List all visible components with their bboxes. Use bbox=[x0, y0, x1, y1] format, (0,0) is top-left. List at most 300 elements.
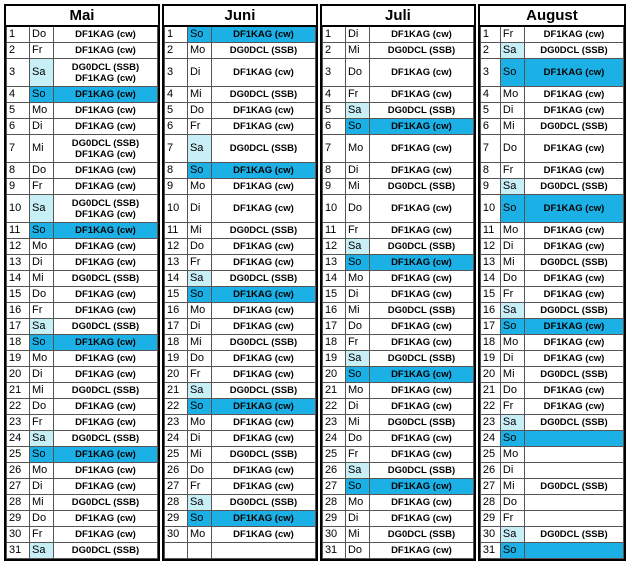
day-number: 21 bbox=[164, 383, 187, 399]
day-number: 18 bbox=[164, 335, 187, 351]
operator-cell bbox=[369, 195, 473, 223]
day-row bbox=[480, 26, 623, 43]
day-number: 11 bbox=[322, 223, 345, 239]
operator-callsign: DG0DCL (SSB) bbox=[229, 449, 298, 460]
weekday: Sa bbox=[345, 239, 369, 255]
operator-cell bbox=[524, 495, 623, 511]
operator-callsign: DF1KAG (cw) bbox=[543, 353, 605, 364]
day-row bbox=[164, 495, 315, 511]
weekday: So bbox=[187, 511, 211, 527]
operator-callsign: DF1KAG (cw) bbox=[543, 89, 605, 100]
operator-cell bbox=[54, 287, 158, 303]
operator-callsign: DF1KAG (cw) bbox=[233, 241, 294, 252]
day-row bbox=[322, 463, 473, 479]
day-number: 3 bbox=[322, 59, 345, 87]
operator-cell bbox=[369, 271, 473, 287]
day-row bbox=[322, 511, 473, 527]
operator-cell bbox=[369, 87, 473, 103]
operator-cell bbox=[211, 495, 315, 511]
operator-callsign: DF1KAG (cw) bbox=[75, 369, 136, 380]
operator-callsign: DF1KAG (cw) bbox=[75, 481, 136, 492]
day-number: 14 bbox=[322, 271, 345, 287]
day-row bbox=[322, 447, 473, 463]
day-row bbox=[7, 87, 158, 103]
day-number: 23 bbox=[7, 415, 30, 431]
operator-cell bbox=[211, 239, 315, 255]
operator-callsign: DF1KAG (cw) bbox=[233, 353, 294, 364]
day-number: 17 bbox=[7, 319, 30, 335]
operator-cell bbox=[211, 383, 315, 399]
day-row bbox=[7, 223, 158, 239]
operator-callsign: DF1KAG (cw) bbox=[543, 241, 605, 252]
operator-cell bbox=[524, 463, 623, 479]
operator-cell bbox=[524, 319, 623, 335]
weekday: Di bbox=[345, 287, 369, 303]
day-row bbox=[164, 463, 315, 479]
operator-callsign: DG0DCL (SSB) bbox=[71, 273, 140, 284]
operator-callsign: DF1KAG (cw) bbox=[391, 121, 452, 132]
operator-callsign: DF1KAG (cw) bbox=[233, 465, 294, 476]
day-row bbox=[7, 367, 158, 383]
day-row bbox=[322, 303, 473, 319]
operator-cell bbox=[211, 135, 315, 163]
weekday: Fr bbox=[345, 447, 369, 463]
weekday: Sa bbox=[30, 195, 54, 223]
day-number: 3 bbox=[164, 59, 187, 87]
weekday: So bbox=[187, 26, 211, 43]
day-number: 9 bbox=[480, 179, 500, 195]
day-row bbox=[7, 271, 158, 287]
day-number: 4 bbox=[480, 87, 500, 103]
operator-cell bbox=[211, 463, 315, 479]
operator-callsign: DF1KAG (cw) bbox=[75, 29, 136, 40]
operator-cell bbox=[54, 135, 158, 163]
day-row bbox=[164, 399, 315, 415]
weekday: Mi bbox=[30, 383, 54, 399]
day-row bbox=[7, 399, 158, 415]
day-row bbox=[7, 415, 158, 431]
weekday: Mi bbox=[345, 303, 369, 319]
day-number: 1 bbox=[322, 26, 345, 43]
operator-callsign: DF1KAG (cw) bbox=[233, 121, 294, 132]
day-row bbox=[164, 163, 315, 179]
weekday: Fr bbox=[500, 399, 524, 415]
day-row bbox=[164, 351, 315, 367]
operator-cell bbox=[369, 103, 473, 119]
day-number: 27 bbox=[480, 479, 500, 495]
day-row bbox=[480, 255, 623, 271]
operator-cell bbox=[524, 527, 623, 543]
weekday: So bbox=[187, 163, 211, 179]
operator-cell bbox=[54, 271, 158, 287]
operator-cell bbox=[524, 43, 623, 59]
day-row bbox=[322, 119, 473, 135]
operator-cell bbox=[211, 399, 315, 415]
operator-callsign: DG0DCL (SSB) bbox=[540, 417, 608, 428]
day-row bbox=[7, 26, 158, 43]
day-number: 26 bbox=[164, 463, 187, 479]
weekday: Fr bbox=[30, 179, 54, 195]
day-number: 9 bbox=[7, 179, 30, 195]
day-number: 18 bbox=[7, 335, 30, 351]
operator-cell bbox=[54, 335, 158, 351]
operator-callsign: DG0DCL (SSB) bbox=[387, 305, 456, 316]
operator-cell bbox=[54, 447, 158, 463]
weekday: Fr bbox=[30, 303, 54, 319]
day-row bbox=[164, 479, 315, 495]
day-row bbox=[480, 303, 623, 319]
operator-callsign: DG0DCL (SSB) bbox=[540, 305, 608, 316]
day-number: 15 bbox=[7, 287, 30, 303]
operator-cell bbox=[524, 135, 623, 163]
operator-callsign: DG0DCL (SSB) bbox=[387, 529, 456, 540]
weekday: So bbox=[500, 543, 524, 559]
operator-cell bbox=[369, 511, 473, 527]
operator-cell bbox=[369, 303, 473, 319]
day-row bbox=[7, 59, 158, 87]
day-row bbox=[7, 287, 158, 303]
day-row bbox=[164, 319, 315, 335]
day-number: 22 bbox=[322, 399, 345, 415]
day-number: 22 bbox=[7, 399, 30, 415]
weekday: Do bbox=[30, 511, 54, 527]
operator-callsign: DF1KAG (cw) bbox=[75, 148, 136, 160]
operator-cell bbox=[524, 479, 623, 495]
day-row bbox=[322, 351, 473, 367]
weekday: Mo bbox=[30, 239, 54, 255]
operator-callsign: DF1KAG (cw) bbox=[391, 369, 452, 380]
weekday: Mo bbox=[345, 135, 369, 163]
day-number: 7 bbox=[7, 135, 30, 163]
day-number: 5 bbox=[480, 103, 500, 119]
operator-callsign: DF1KAG (cw) bbox=[233, 29, 294, 40]
operator-cell bbox=[211, 223, 315, 239]
day-row bbox=[7, 195, 158, 223]
operator-cell bbox=[54, 163, 158, 179]
weekday: Sa bbox=[345, 463, 369, 479]
day-row bbox=[164, 43, 315, 59]
operator-callsign: DG0DCL (SSB) bbox=[387, 105, 456, 116]
weekday: Sa bbox=[30, 543, 54, 559]
day-number: 2 bbox=[322, 43, 345, 59]
day-number: 12 bbox=[7, 239, 30, 255]
operator-callsign: DG0DCL (SSB) bbox=[540, 45, 608, 56]
day-number: 20 bbox=[7, 367, 30, 383]
operator-callsign: DF1KAG (cw) bbox=[75, 353, 136, 364]
weekday: Sa bbox=[500, 303, 524, 319]
day-number: 14 bbox=[480, 271, 500, 287]
month-table bbox=[6, 6, 158, 559]
operator-callsign: DF1KAG (cw) bbox=[75, 105, 136, 116]
operator-cell bbox=[369, 431, 473, 447]
day-row bbox=[164, 287, 315, 303]
operator-cell bbox=[524, 303, 623, 319]
operator-callsign: DF1KAG (cw) bbox=[75, 121, 136, 132]
weekday: Sa bbox=[187, 271, 211, 287]
day-number: 18 bbox=[322, 335, 345, 351]
operator-cell bbox=[211, 26, 315, 43]
day-row bbox=[480, 495, 623, 511]
operator-callsign: DF1KAG (cw) bbox=[391, 401, 452, 412]
operator-cell bbox=[369, 43, 473, 59]
operator-cell bbox=[211, 543, 315, 559]
weekday: Mo bbox=[345, 271, 369, 287]
day-number: 7 bbox=[480, 135, 500, 163]
weekday: Mi bbox=[345, 527, 369, 543]
operator-cell bbox=[524, 447, 623, 463]
operator-cell bbox=[369, 287, 473, 303]
operator-callsign: DF1KAG (cw) bbox=[543, 225, 605, 236]
operator-callsign: DG0DCL (SSB) bbox=[540, 121, 608, 132]
day-row bbox=[322, 43, 473, 59]
weekday: Mo bbox=[187, 527, 211, 543]
day-number: 28 bbox=[164, 495, 187, 511]
operator-cell bbox=[54, 383, 158, 399]
day-row bbox=[164, 415, 315, 431]
operator-callsign: DF1KAG (cw) bbox=[233, 481, 294, 492]
day-row bbox=[7, 543, 158, 559]
day-number: 16 bbox=[480, 303, 500, 319]
weekday: Fr bbox=[345, 335, 369, 351]
month-table bbox=[480, 6, 624, 559]
day-row bbox=[322, 367, 473, 383]
day-row bbox=[322, 383, 473, 399]
day-number: 5 bbox=[322, 103, 345, 119]
operator-cell bbox=[524, 239, 623, 255]
operator-callsign: DF1KAG (cw) bbox=[543, 143, 605, 154]
day-number: 4 bbox=[164, 87, 187, 103]
day-number: 1 bbox=[480, 26, 500, 43]
operator-callsign: DG0DCL (SSB) bbox=[71, 61, 140, 73]
day-row bbox=[322, 26, 473, 43]
month-july bbox=[320, 4, 476, 561]
operator-callsign: DF1KAG (cw) bbox=[233, 417, 294, 428]
month-table bbox=[164, 6, 316, 559]
day-number: 28 bbox=[7, 495, 30, 511]
weekday: Fr bbox=[500, 26, 524, 43]
operator-cell bbox=[211, 195, 315, 223]
day-number: 8 bbox=[322, 163, 345, 179]
day-row bbox=[480, 179, 623, 195]
day-number: 8 bbox=[480, 163, 500, 179]
operator-cell bbox=[369, 399, 473, 415]
operator-cell bbox=[369, 179, 473, 195]
operator-callsign: DF1KAG (cw) bbox=[391, 497, 452, 508]
operator-callsign: DF1KAG (cw) bbox=[75, 465, 136, 476]
day-row bbox=[322, 431, 473, 447]
day-number: 6 bbox=[7, 119, 30, 135]
weekday: Mi bbox=[500, 367, 524, 383]
operator-callsign: DF1KAG (cw) bbox=[391, 385, 452, 396]
day-row bbox=[322, 287, 473, 303]
day-number: 18 bbox=[480, 335, 500, 351]
operator-callsign: DF1KAG (cw) bbox=[543, 105, 605, 116]
day-number: 6 bbox=[164, 119, 187, 135]
weekday: Do bbox=[500, 135, 524, 163]
day-number: 26 bbox=[7, 463, 30, 479]
weekday: Mi bbox=[187, 223, 211, 239]
day-number: 26 bbox=[322, 463, 345, 479]
operator-callsign: DG0DCL (SSB) bbox=[71, 321, 140, 332]
weekday: Di bbox=[30, 479, 54, 495]
day-number: 2 bbox=[164, 43, 187, 59]
day-number: 24 bbox=[164, 431, 187, 447]
day-number: 16 bbox=[322, 303, 345, 319]
day-row bbox=[164, 223, 315, 239]
operator-callsign: DF1KAG (cw) bbox=[391, 257, 452, 268]
day-number: 17 bbox=[480, 319, 500, 335]
operator-callsign: DG0DCL (SSB) bbox=[229, 497, 298, 508]
day-number: 22 bbox=[164, 399, 187, 415]
operator-callsign: DF1KAG (cw) bbox=[233, 105, 294, 116]
day-number: 2 bbox=[480, 43, 500, 59]
day-number: 30 bbox=[164, 527, 187, 543]
operator-cell bbox=[369, 367, 473, 383]
weekday: Fr bbox=[500, 287, 524, 303]
weekday: Do bbox=[500, 271, 524, 287]
weekday: Mo bbox=[500, 87, 524, 103]
operator-cell bbox=[369, 383, 473, 399]
day-row bbox=[480, 527, 623, 543]
weekday: Di bbox=[345, 511, 369, 527]
operator-callsign: DF1KAG (cw) bbox=[75, 208, 136, 220]
weekday: Di bbox=[30, 255, 54, 271]
weekday: Sa bbox=[187, 135, 211, 163]
operator-cell bbox=[369, 543, 473, 559]
day-row bbox=[480, 195, 623, 223]
weekday: Fr bbox=[30, 527, 54, 543]
operator-callsign: DG0DCL (SSB) bbox=[229, 337, 298, 348]
day-row bbox=[480, 103, 623, 119]
day-row bbox=[164, 179, 315, 195]
day-number: 3 bbox=[480, 59, 500, 87]
operator-cell bbox=[54, 43, 158, 59]
operator-callsign: DF1KAG (cw) bbox=[233, 321, 294, 332]
operator-callsign: DF1KAG (cw) bbox=[543, 29, 605, 40]
day-number: 7 bbox=[164, 135, 187, 163]
day-row bbox=[480, 43, 623, 59]
operator-callsign: DF1KAG (cw) bbox=[75, 45, 136, 56]
day-row bbox=[480, 287, 623, 303]
day-row bbox=[480, 87, 623, 103]
operator-cell bbox=[211, 431, 315, 447]
weekday: Di bbox=[500, 351, 524, 367]
day-number: 10 bbox=[164, 195, 187, 223]
operator-callsign: DF1KAG (cw) bbox=[75, 305, 136, 316]
month-title: Juni bbox=[164, 6, 315, 26]
day-row bbox=[164, 303, 315, 319]
day-row bbox=[322, 223, 473, 239]
weekday: So bbox=[500, 319, 524, 335]
weekday: Mi bbox=[345, 43, 369, 59]
day-row bbox=[7, 463, 158, 479]
weekday: Di bbox=[187, 431, 211, 447]
day-row bbox=[480, 463, 623, 479]
day-row bbox=[7, 383, 158, 399]
day-row bbox=[164, 26, 315, 43]
day-row bbox=[7, 527, 158, 543]
day-number: 25 bbox=[164, 447, 187, 463]
day-number: 31 bbox=[7, 543, 30, 559]
weekday: Mo bbox=[187, 179, 211, 195]
day-number: 28 bbox=[322, 495, 345, 511]
operator-cell bbox=[54, 495, 158, 511]
day-number: 10 bbox=[322, 195, 345, 223]
day-number: 14 bbox=[7, 271, 30, 287]
operator-cell bbox=[524, 255, 623, 271]
day-row bbox=[322, 59, 473, 87]
operator-cell bbox=[369, 119, 473, 135]
operator-cell bbox=[524, 415, 623, 431]
day-number: 31 bbox=[322, 543, 345, 559]
weekday: Do bbox=[500, 495, 524, 511]
operator-callsign: DF1KAG (cw) bbox=[391, 273, 452, 284]
day-row bbox=[164, 431, 315, 447]
operator-callsign: DF1KAG (cw) bbox=[543, 385, 605, 396]
day-number: 13 bbox=[480, 255, 500, 271]
weekday: So bbox=[345, 255, 369, 271]
operator-cell bbox=[524, 26, 623, 43]
day-number: 16 bbox=[7, 303, 30, 319]
weekday: Do bbox=[187, 463, 211, 479]
weekday: Mo bbox=[187, 415, 211, 431]
operator-cell bbox=[54, 463, 158, 479]
operator-callsign: DF1KAG (cw) bbox=[75, 181, 136, 192]
weekday: Mi bbox=[500, 255, 524, 271]
weekday: Di bbox=[187, 319, 211, 335]
month-august bbox=[478, 4, 626, 561]
weekday: Sa bbox=[345, 351, 369, 367]
operator-callsign: DF1KAG (cw) bbox=[75, 417, 136, 428]
operator-callsign: DF1KAG (cw) bbox=[391, 481, 452, 492]
operator-callsign: DF1KAG (cw) bbox=[391, 225, 452, 236]
day-row bbox=[480, 335, 623, 351]
operator-cell bbox=[54, 119, 158, 135]
weekday: Di bbox=[500, 463, 524, 479]
weekday: Do bbox=[345, 543, 369, 559]
operator-callsign: DF1KAG (cw) bbox=[233, 257, 294, 268]
operator-callsign: DF1KAG (cw) bbox=[391, 203, 452, 214]
day-row bbox=[322, 335, 473, 351]
weekday: Sa bbox=[500, 527, 524, 543]
weekday: Fr bbox=[187, 119, 211, 135]
operator-callsign: DF1KAG (cw) bbox=[391, 143, 452, 154]
weekday: Do bbox=[345, 195, 369, 223]
operator-callsign: DF1KAG (cw) bbox=[233, 67, 294, 78]
day-number: 9 bbox=[164, 179, 187, 195]
weekday: So bbox=[345, 119, 369, 135]
weekday: Sa bbox=[187, 495, 211, 511]
day-number: 17 bbox=[322, 319, 345, 335]
day-row bbox=[164, 255, 315, 271]
weekday: Fr bbox=[30, 415, 54, 431]
weekday: Mo bbox=[30, 103, 54, 119]
day-number: 29 bbox=[480, 511, 500, 527]
weekday: Di bbox=[30, 119, 54, 135]
operator-cell bbox=[369, 135, 473, 163]
operator-callsign: DG0DCL (SSB) bbox=[229, 89, 298, 100]
day-row bbox=[322, 163, 473, 179]
day-number: 19 bbox=[480, 351, 500, 367]
day-row bbox=[480, 431, 623, 447]
day-number: 31 bbox=[480, 543, 500, 559]
weekday: Fr bbox=[30, 43, 54, 59]
day-number: 30 bbox=[7, 527, 30, 543]
operator-cell bbox=[211, 303, 315, 319]
weekday: Fr bbox=[187, 479, 211, 495]
operator-callsign: DG0DCL (SSB) bbox=[387, 181, 456, 192]
operator-callsign: DG0DCL (SSB) bbox=[229, 385, 298, 396]
